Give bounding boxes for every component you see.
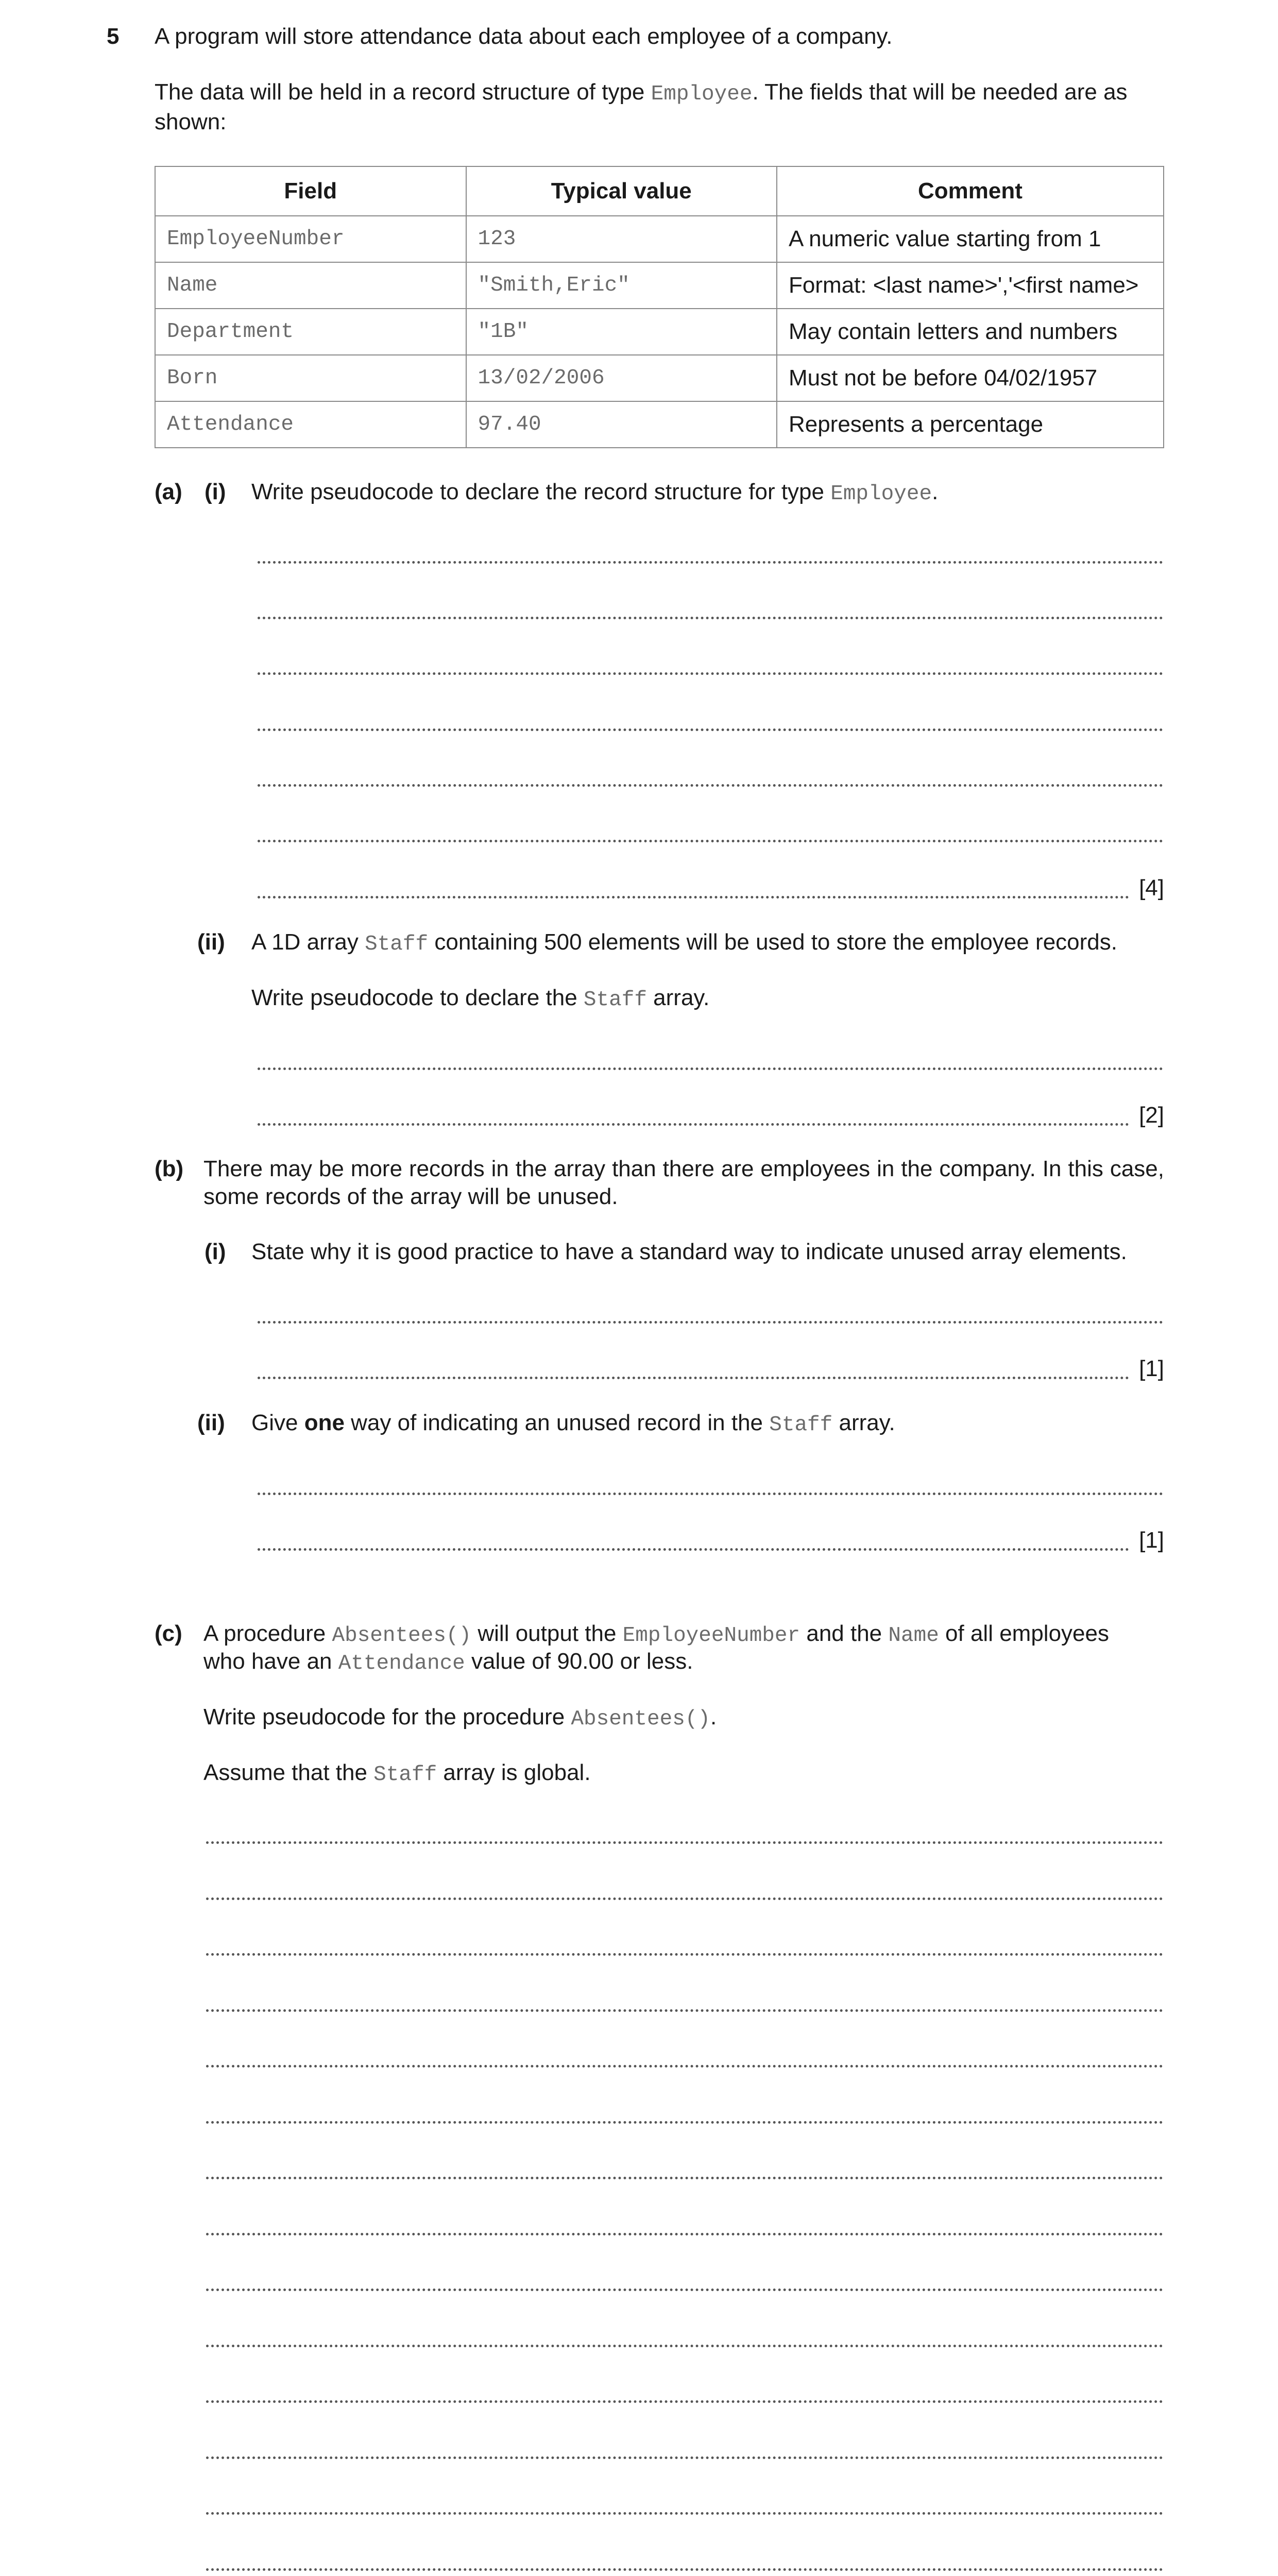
mark-allocation: [2] bbox=[1139, 1103, 1164, 1128]
answer-line[interactable] bbox=[258, 1465, 1163, 1495]
answer-line[interactable] bbox=[258, 756, 1163, 787]
part-b-i-text: State why it is good practice to have a standard way to indicate unused array elements. bbox=[251, 1239, 1127, 1264]
part-a-i-label: (i) bbox=[205, 479, 226, 504]
code-employee: Employee bbox=[830, 482, 932, 506]
part-c-text-2: Write pseudocode for the procedure Absentees(). bbox=[203, 1704, 717, 1731]
code-staff: Staff bbox=[365, 933, 429, 956]
part-a-ii-text-1: A 1D array Staff containing 500 elements will be used to store the employee records. bbox=[251, 929, 1117, 956]
part-c-text-line-2: who have an Attendance value of 90.00 or less. bbox=[203, 1649, 693, 1675]
answer-line[interactable] bbox=[258, 533, 1163, 564]
answer-line[interactable] bbox=[206, 2317, 1163, 2347]
table-row bbox=[155, 401, 1164, 448]
cell-value: "1B" bbox=[466, 309, 777, 355]
header-field: Field bbox=[155, 166, 466, 216]
answer-line[interactable] bbox=[258, 868, 1129, 899]
header-comment: Comment bbox=[777, 166, 1164, 216]
answer-line[interactable] bbox=[206, 2093, 1163, 2124]
code-employee: Employee bbox=[651, 82, 753, 106]
answer-line[interactable] bbox=[258, 1095, 1129, 1126]
answer-line[interactable] bbox=[206, 1814, 1163, 1844]
cell-field: EmployeeNumber bbox=[155, 216, 466, 262]
cell-field: Name bbox=[155, 262, 466, 309]
cell-comment: Must not be before 04/02/1957 bbox=[777, 355, 1164, 401]
table-row bbox=[155, 355, 1164, 401]
table-row bbox=[155, 216, 1164, 262]
code-absentees: Absentees() bbox=[571, 1707, 711, 1731]
part-c-text-3: Assume that the Staff array is global. bbox=[203, 1760, 591, 1787]
mark-allocation: [1] bbox=[1139, 1356, 1164, 1381]
cell-value: 123 bbox=[466, 216, 777, 262]
part-b-intro: There may be more records in the array than there are employees in the company. In this case, some records of the array will be unused. bbox=[203, 1156, 1164, 1209]
part-a-i-text: Write pseudocode to declare the record structure for type Employee. bbox=[251, 479, 939, 506]
answer-line[interactable] bbox=[206, 2540, 1163, 2571]
answer-line[interactable] bbox=[258, 812, 1163, 842]
answer-line[interactable] bbox=[206, 1870, 1163, 1900]
cell-comment: Format: <last name>','<first name> bbox=[777, 262, 1164, 309]
code-employeenumber: EmployeeNumber bbox=[622, 1624, 800, 1648]
employee-fields-table bbox=[155, 166, 1164, 448]
cell-value: 97.40 bbox=[466, 401, 777, 448]
header-typical-value: Typical value bbox=[466, 166, 777, 216]
cell-value: "Smith,Eric" bbox=[466, 262, 777, 309]
cell-value: 13/02/2006 bbox=[466, 355, 777, 401]
answer-line[interactable] bbox=[206, 2429, 1163, 2459]
part-b-ii-label: (ii) bbox=[197, 1410, 225, 1435]
code-absentees: Absentees() bbox=[332, 1624, 472, 1648]
code-name: Name bbox=[888, 1624, 939, 1648]
cell-comment: Represents a percentage bbox=[777, 401, 1164, 448]
answer-line[interactable] bbox=[206, 1981, 1163, 2012]
table-header-row bbox=[155, 166, 1164, 216]
question-intro: A program will store attendance data about each employee of a company. bbox=[155, 24, 893, 49]
answer-line[interactable] bbox=[206, 2205, 1163, 2235]
answer-line[interactable] bbox=[258, 645, 1163, 675]
answer-line[interactable] bbox=[206, 2037, 1163, 2067]
answer-line[interactable] bbox=[258, 701, 1163, 731]
answer-line[interactable] bbox=[258, 1349, 1129, 1379]
code-staff: Staff bbox=[583, 988, 647, 1012]
question-number: 5 bbox=[107, 24, 120, 49]
part-a-ii-text-2: Write pseudocode to declare the Staff array. bbox=[251, 985, 710, 1012]
part-a-ii-label: (ii) bbox=[197, 929, 225, 955]
code-staff: Staff bbox=[769, 1413, 833, 1437]
answer-line[interactable] bbox=[258, 1520, 1129, 1551]
answer-line[interactable] bbox=[206, 1925, 1163, 1956]
code-staff: Staff bbox=[373, 1763, 437, 1787]
part-c-label: (c) bbox=[155, 1621, 182, 1646]
cell-field: Attendance bbox=[155, 401, 466, 448]
code-attendance: Attendance bbox=[338, 1652, 465, 1675]
cell-comment: May contain letters and numbers bbox=[777, 309, 1164, 355]
mark-allocation: [1] bbox=[1139, 1528, 1164, 1553]
cell-field: Born bbox=[155, 355, 466, 401]
table-row bbox=[155, 309, 1164, 355]
answer-line[interactable] bbox=[258, 589, 1163, 619]
part-c-text-line-1: A procedure Absentees() will output the EmployeeNumber and the Name of all employees bbox=[203, 1621, 1109, 1648]
answer-line[interactable] bbox=[206, 2149, 1163, 2179]
answer-line[interactable] bbox=[206, 2261, 1163, 2291]
question-intro-2: The data will be held in a record structure of type Employee. The fields that will be needed are as shown: bbox=[155, 79, 1128, 134]
answer-line[interactable] bbox=[258, 1293, 1163, 1324]
cell-field: Department bbox=[155, 309, 466, 355]
part-b-i-label: (i) bbox=[205, 1239, 226, 1264]
part-b-ii-text: Give one way of indicating an unused record in the Staff array. bbox=[251, 1410, 895, 1437]
answer-line[interactable] bbox=[206, 2484, 1163, 2515]
answer-line[interactable] bbox=[258, 1040, 1163, 1070]
part-a-label: (a) bbox=[155, 479, 182, 504]
mark-allocation: [4] bbox=[1139, 875, 1164, 901]
table-row bbox=[155, 262, 1164, 309]
answer-line[interactable] bbox=[206, 2372, 1163, 2403]
part-b-label: (b) bbox=[155, 1156, 184, 1181]
cell-comment: A numeric value starting from 1 bbox=[777, 216, 1164, 262]
